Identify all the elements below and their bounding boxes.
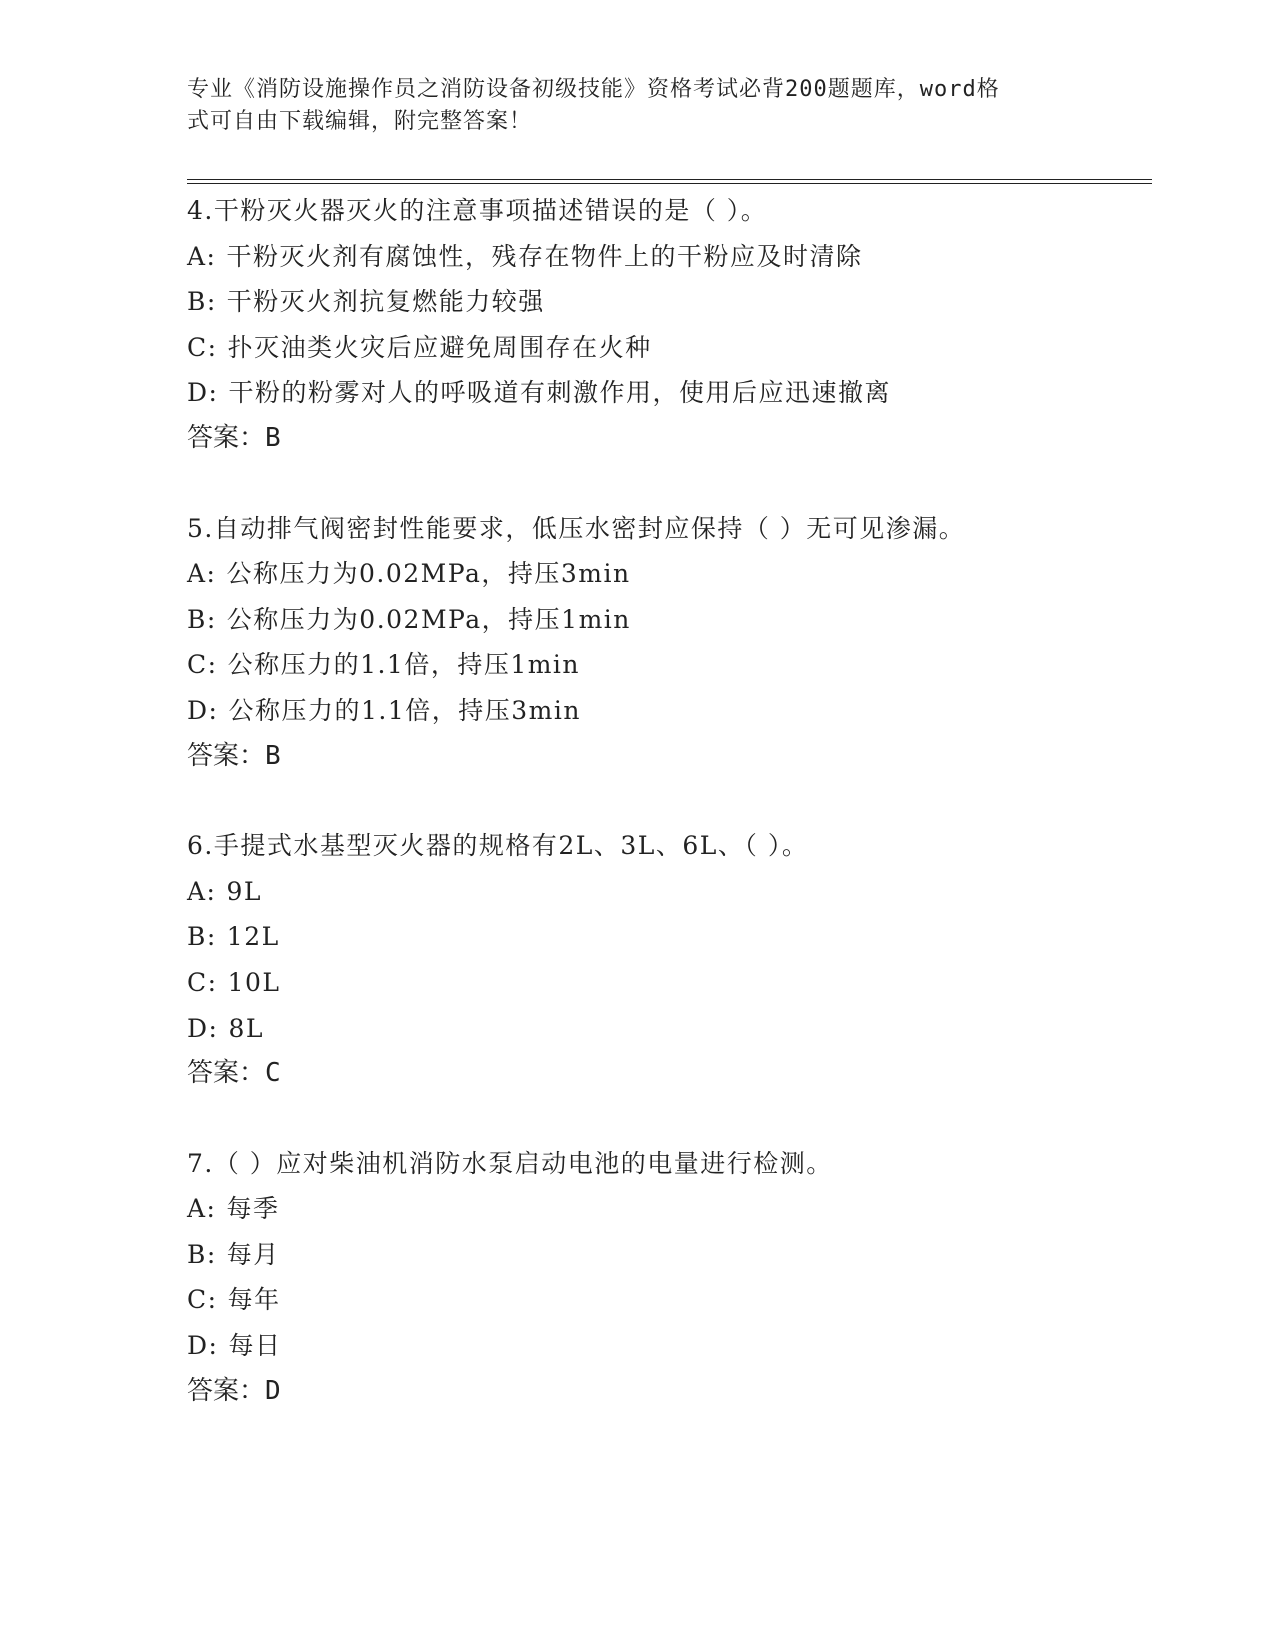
option-text: 干粉灭火剂有腐蚀性，残存在物件上的干粉应及时清除 — [226, 241, 863, 271]
option-letter: C: — [187, 332, 218, 362]
option-text: 9L — [226, 876, 262, 906]
question-stem: 7.（ ）应对柴油机消防水泵启动电池的电量进行检测。 — [187, 1148, 833, 1178]
option-letter: B: — [187, 922, 217, 952]
option-letter: C: — [187, 1285, 218, 1315]
option-text: 12L — [226, 922, 280, 952]
option-text: 每季 — [226, 1194, 280, 1224]
option-b — [187, 597, 1147, 643]
option-letter: D: — [187, 1331, 219, 1361]
document-header — [187, 74, 1067, 138]
question-stem: 4.干粉灭火器灭火的注意事项描述错误的是（ ）。 — [187, 196, 768, 225]
option-c — [187, 960, 1147, 1006]
option-letter: A: — [187, 876, 217, 906]
header-line-2: 式可自由下载编辑，附完整答案！ — [187, 109, 533, 134]
answer: 答案：D — [187, 1375, 281, 1406]
option-c — [187, 325, 1147, 371]
option-a — [187, 869, 1147, 915]
option-a — [187, 551, 1147, 597]
option-letter: A: — [187, 241, 217, 271]
option-a — [187, 234, 1147, 280]
option-text: 干粉灭火剂抗复燃能力较强 — [226, 287, 545, 317]
option-letter: C: — [187, 650, 218, 680]
option-d — [187, 1323, 1147, 1369]
option-letter: A: — [187, 1194, 217, 1224]
option-b — [187, 914, 1147, 960]
option-c — [187, 1277, 1147, 1323]
option-b — [187, 279, 1147, 325]
option-text: 公称压力为0.02MPa，持压1min — [226, 604, 631, 634]
option-letter: D: — [187, 378, 219, 408]
option-text: 每年 — [227, 1285, 281, 1315]
question-4 — [187, 188, 1147, 462]
option-letter: B: — [187, 604, 217, 634]
option-c — [187, 642, 1147, 688]
answer: 答案：B — [187, 422, 281, 453]
option-text: 10L — [227, 967, 281, 997]
question-7 — [187, 1141, 1147, 1415]
option-letter: B: — [187, 287, 217, 317]
option-letter: D: — [187, 695, 219, 725]
option-letter: A: — [187, 559, 217, 589]
question-5 — [187, 506, 1147, 780]
option-text: 每日 — [228, 1331, 282, 1361]
option-text: 每月 — [226, 1239, 280, 1269]
option-d — [187, 688, 1147, 734]
header-divider-bottom — [187, 183, 1152, 184]
question-stem: 5.自动排气阀密封性能要求，低压水密封应保持（ ）无可见渗漏。 — [187, 513, 966, 543]
option-d — [187, 370, 1147, 416]
option-d — [187, 1006, 1147, 1052]
question-6 — [187, 823, 1147, 1097]
question-list — [187, 188, 1147, 1458]
question-stem: 6.手提式水基型灭火器的规格有2L、3L、6L、（ ）。 — [187, 831, 809, 861]
answer: 答案：B — [187, 740, 281, 771]
option-text: 干粉的粉雾对人的呼吸道有刺激作用，使用后应迅速撤离 — [228, 378, 891, 408]
option-text: 扑灭油类火灾后应避免周围存在火种 — [227, 332, 652, 362]
option-text: 公称压力的1.1倍，持压3min — [228, 695, 581, 725]
option-a — [187, 1186, 1147, 1232]
option-b — [187, 1232, 1147, 1278]
option-text: 公称压力的1.1倍，持压1min — [227, 650, 581, 680]
header-line-1: 专业《消防设施操作员之消防设备初级技能》资格考试必背200题题库，word格 — [187, 77, 1000, 102]
option-letter: C: — [187, 967, 218, 997]
answer: 答案：C — [187, 1058, 281, 1089]
option-text: 公称压力为0.02MPa，持压3min — [226, 559, 631, 589]
option-letter: D: — [187, 1013, 219, 1043]
option-letter: B: — [187, 1239, 217, 1269]
header-divider-top — [187, 179, 1152, 180]
option-text: 8L — [228, 1013, 264, 1043]
